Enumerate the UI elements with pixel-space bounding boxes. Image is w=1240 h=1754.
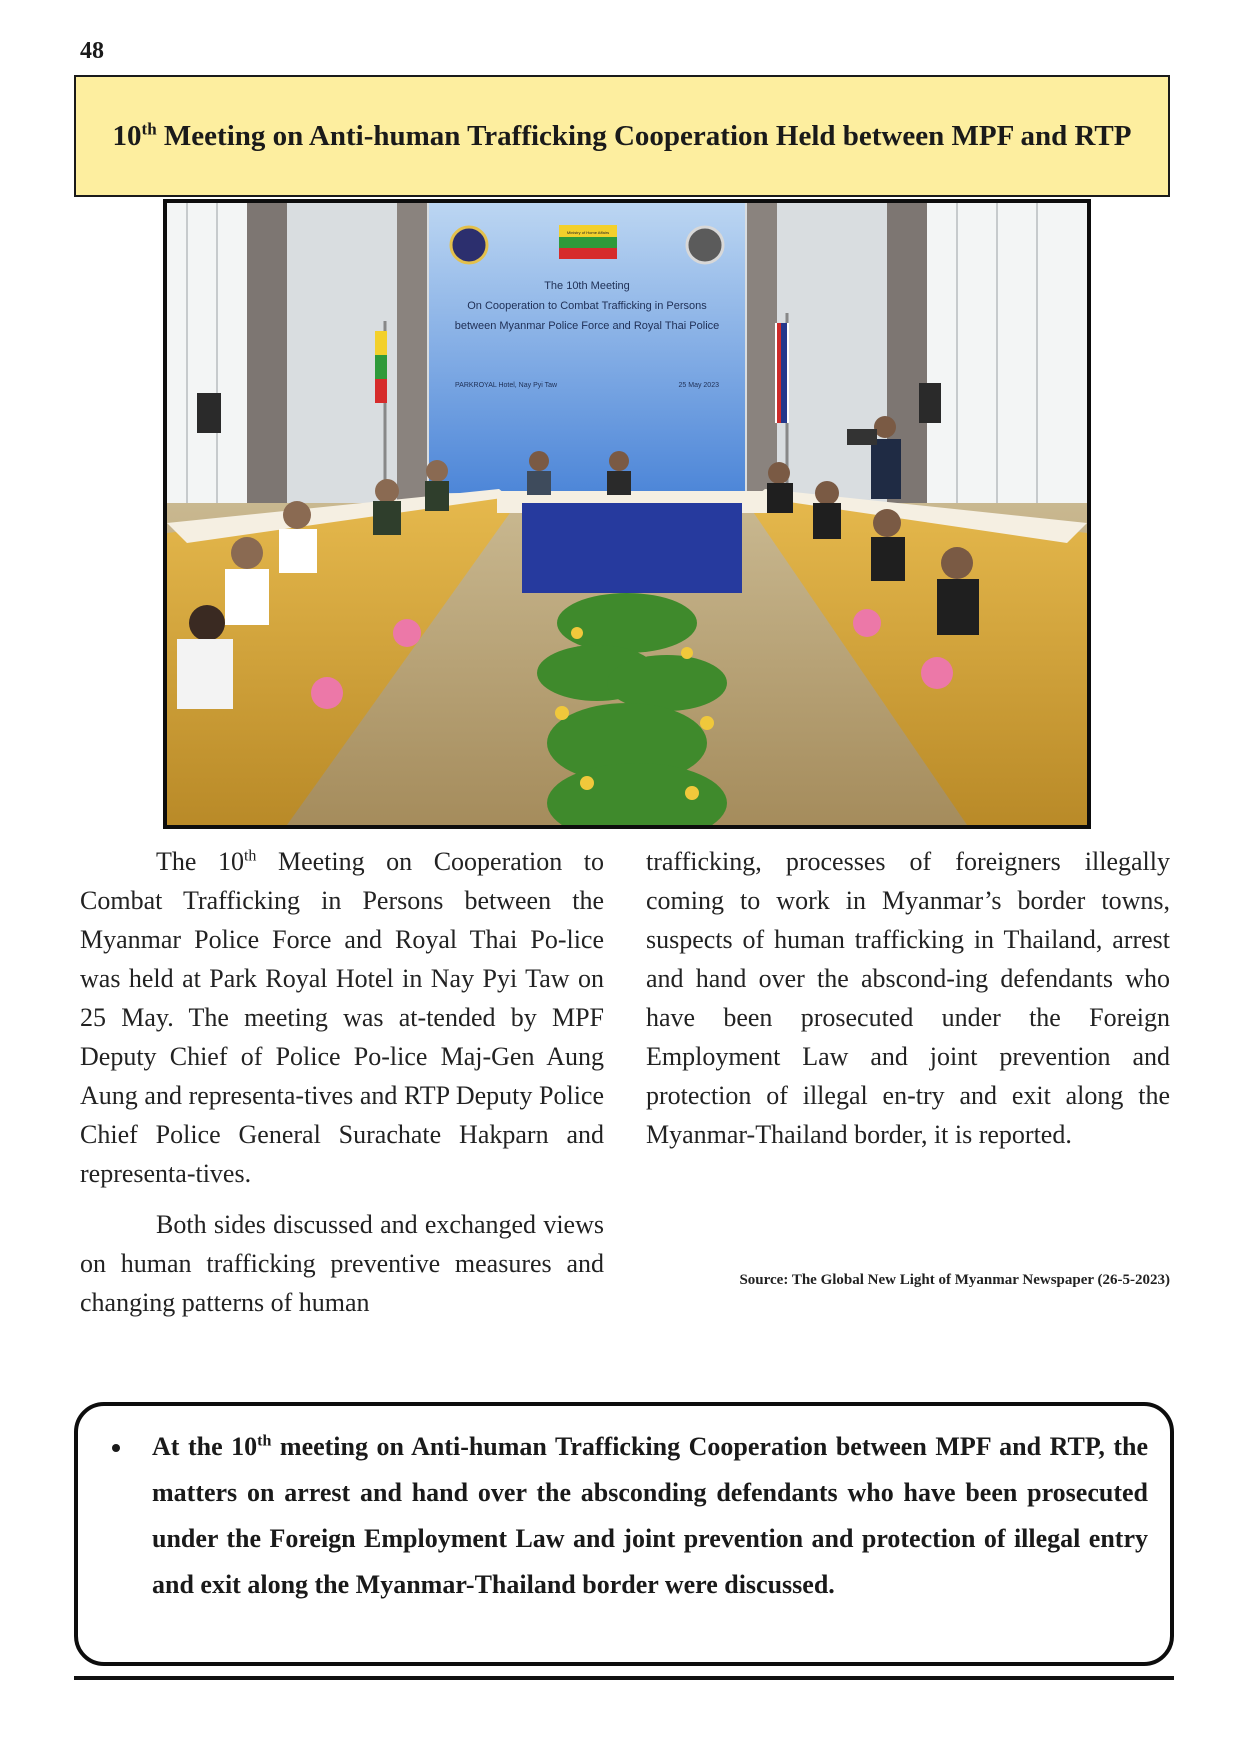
summary-item: • At the 10th meeting on Anti-human Trafficking Cooperation between MPF and RTP, the matters on arrest and hand over the absconding defendants who have been prosecuted under the Foreign Employment Law and joint prevention and protection of illegal entry and exit along the Myanmar-Thailand border were discussed. (134, 1424, 1148, 1608)
banner-line3: between Myanmar Police Force and Royal Thai Police (454, 320, 720, 332)
summary-list (134, 1424, 1148, 1608)
summary-box (74, 1402, 1174, 1666)
article-paragraph-2: Both sides discussed and exchanged views on human trafficking preventive measures and changing patterns of human (80, 1210, 604, 1317)
banner-line2: On Cooperation to Combat Trafficking in Persons (467, 300, 707, 312)
article-column-right (646, 842, 1170, 1154)
bottom-rule (74, 1676, 1174, 1680)
banner-line1: The 10th Meeting (544, 280, 630, 292)
source-citation: Source: The Global New Light of Myanmar Newspaper (26-5-2023) (739, 1272, 1170, 1288)
banner-venue: PARKROYAL Hotel, Nay Pyi Taw (455, 382, 558, 389)
banner-ministry-text: Ministry of Home Affairs (566, 230, 610, 235)
article-paragraph-1: The 10th Meeting on Cooperation to Combat Trafficking in Persons between the Myanmar Police Force and Royal Thai Po-lice was held at Park Royal Hotel in Nay Pyi Taw on 25 May. The meeting was at-tended by MPF Deputy Chief of Police Po-lice Maj-Gen Aung Aung and representa-tives and RTP Deputy Police Chief Police General Surachate Hakparn and representa-tives. (80, 847, 604, 1188)
article-column-left (80, 842, 604, 1322)
title-box (74, 75, 1170, 197)
meeting-photo (163, 199, 1091, 829)
banner-date: 25 May 2023 (678, 382, 719, 389)
meeting-photo-illustration (167, 203, 1087, 825)
page-number: 48 (80, 38, 104, 64)
article-paragraph-3: trafficking, processes of foreigners illegally coming to work in Myanmar’s border towns, suspects of human trafficking in Thailand, arrest and hand over the abscond-ing defendants who have been prosecuted under the Foreign Employment Law and joint prevention and protection of illegal en-try and exit along the Myanmar-Thailand border, it is reported. (646, 847, 1170, 1149)
page-title: 10th Meeting on Anti-human Trafficking Cooperation Held between MPF and RTP (112, 119, 1132, 152)
